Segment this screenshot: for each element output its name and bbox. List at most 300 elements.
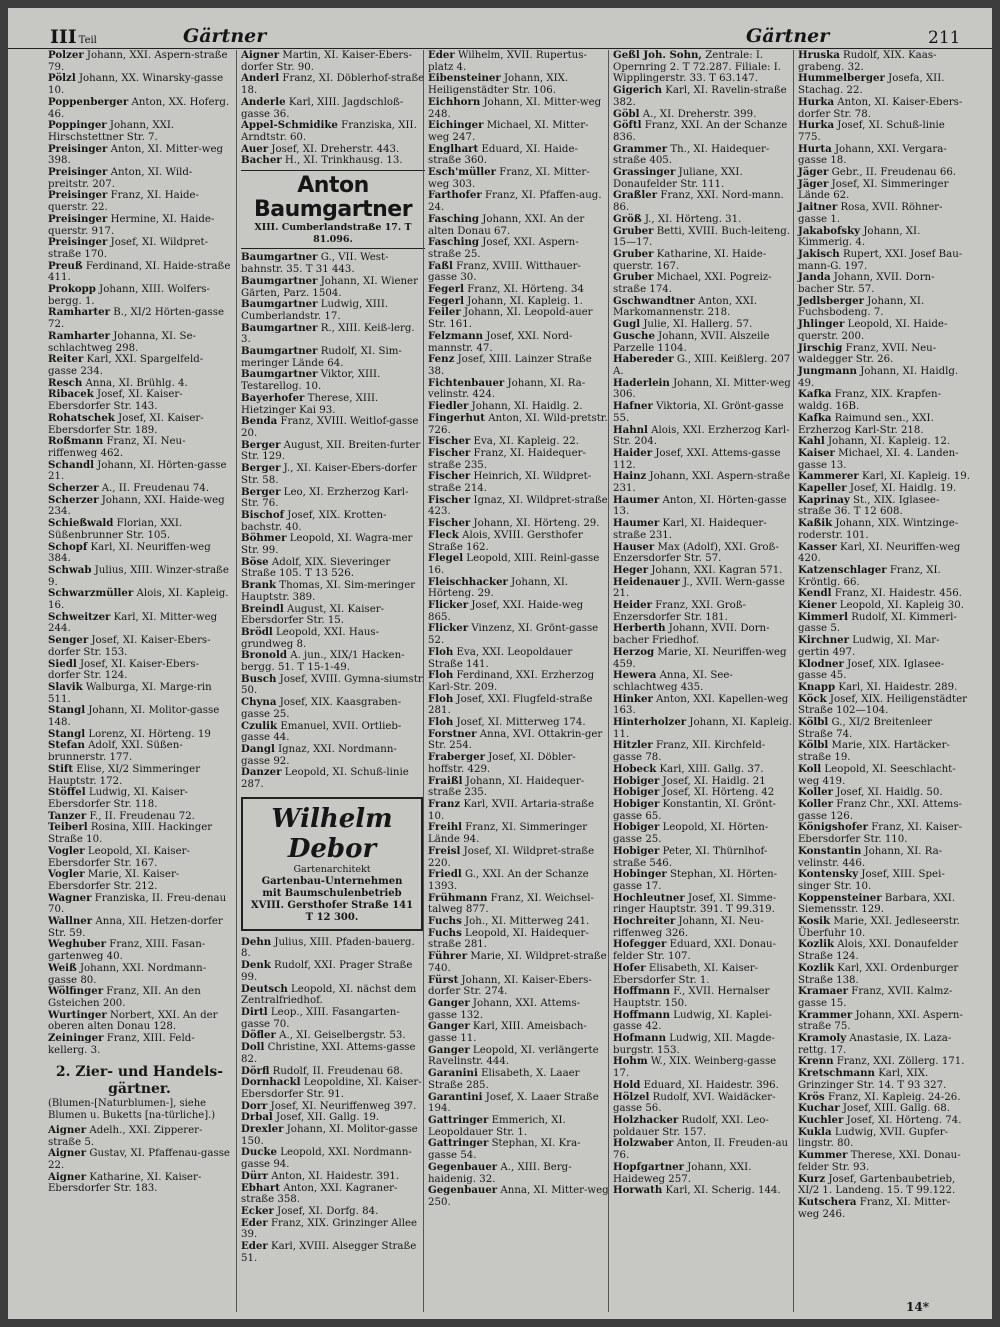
- directory-entry: [798, 1033, 970, 1056]
- directory-entry: [48, 682, 231, 705]
- entry-surname: Danzer: [241, 766, 282, 779]
- directory-entry: [428, 1162, 609, 1185]
- directory-entry: [613, 694, 794, 717]
- entry-details: Anton, II. Freuden-au 76.: [613, 1138, 789, 1162]
- entry-surname: Jhlinger: [798, 318, 845, 331]
- entry-details: Elisabeth, XI. Kaiser-Ebersdorfer Str. 1.: [613, 962, 759, 986]
- entry-details: Johann, XI. Haidlg. 49.: [798, 365, 959, 389]
- entry-surname: Eder: [241, 1240, 268, 1253]
- entry-surname: Schießwald: [48, 517, 114, 530]
- entry-surname: Kurz: [798, 1172, 826, 1185]
- directory-entry: [48, 1172, 231, 1195]
- entry-details: Franz, XXI. An der Schanze 836.: [613, 120, 788, 143]
- entry-surname: Scherzer: [48, 493, 99, 506]
- directory-entry: [798, 893, 970, 916]
- entry-details: Franz, XVII. Neu-waldegger Str. 26.: [798, 342, 937, 366]
- entry-surname: Kutschera: [798, 1195, 857, 1208]
- entry-details: Elisabeth, X. Laaer Straße 285.: [428, 1068, 580, 1091]
- entry-surname: Krammer: [798, 1008, 853, 1021]
- entry-details: Ludwig, XVII. Gupfer-lingstr. 80.: [798, 1126, 949, 1150]
- directory-entry: [241, 50, 425, 73]
- directory-entry: [428, 776, 609, 799]
- directory-entry: [613, 272, 794, 295]
- entry-details: Johann, XI. Hörten-gasse 21.: [48, 459, 227, 483]
- directory-entry: [613, 120, 794, 143]
- entry-surname: Heger: [613, 563, 649, 576]
- entry-details: Leopold, XI. verlängerte Ravelinstr. 444.: [428, 1044, 599, 1068]
- directory-entry: [428, 1185, 609, 1208]
- entry-details: Karl, XXI. Ordenburger Straße 138.: [798, 962, 959, 986]
- page-number: 211: [928, 28, 961, 48]
- entry-surname: Franz: [428, 798, 461, 810]
- entry-details: Eduard, XI. Haide-straße 360.: [428, 143, 578, 167]
- entry-details: Barbara, XXI. Siemensstr. 129.: [798, 892, 956, 916]
- entry-surname: Kölbl: [798, 739, 829, 752]
- entry-surname: Anderle: [241, 95, 286, 108]
- entry-details: W., XIX. Weinberg-gasse 17.: [613, 1056, 777, 1080]
- directory-entry: [48, 50, 231, 73]
- entry-details: Josef, XI. Simmeringer Lände 62.: [798, 178, 949, 202]
- entry-details: H., XI. Trinkhausg. 13.: [281, 155, 403, 167]
- entry-surname: Floh: [428, 669, 454, 682]
- entry-surname: Kontensky: [798, 868, 859, 881]
- entry-details: Josef, XII. Gallg. 19.: [272, 1112, 380, 1124]
- entry-surname: Gugl: [613, 318, 641, 331]
- entry-details: Josef, XIX. Heiligenstädter Straße 102—104.: [798, 693, 967, 717]
- entry-details: Therese, XIII. Hietzinger Kai 93.: [241, 392, 379, 416]
- directory-entry: [613, 518, 794, 541]
- entry-details: Franz, XIII. Feld-kellerg. 3.: [48, 1033, 195, 1056]
- entry-surname: Forstner: [428, 727, 477, 740]
- entry-details: F., II. Freudenau 72.: [86, 810, 195, 822]
- entry-details: Josef, XI. Hörteng. 74.: [843, 1114, 962, 1126]
- entry-surname: Preisinger: [48, 212, 108, 225]
- entry-details: Josef, Gartenbaubetrieb, XI/2 1. Landeng. 15. T 99.122.: [798, 1173, 956, 1197]
- directory-entry: [428, 670, 609, 693]
- entry-details: Thomas, XI. Sim-meringer Hauptstr. 389.: [241, 580, 416, 603]
- directory-entry: [428, 553, 609, 576]
- directory-entry: [798, 518, 970, 541]
- directory-entry: [798, 1174, 970, 1197]
- entry-surname: Kirchner: [798, 634, 849, 647]
- entry-surname: Gruber: [613, 271, 654, 284]
- entry-details: Franz, XI. Haide-querstr. 22.: [48, 190, 199, 214]
- directory-entry: [48, 740, 231, 763]
- entry-details: Viktoria, XI. Grönt-gasse 55.: [613, 401, 784, 424]
- entry-details: Franz, XIII. Fasan-gartenweg 40.: [48, 939, 206, 963]
- entry-details: Karl, XI. Neuriffen-weg 384.: [48, 541, 211, 565]
- directory-entry: [613, 50, 794, 85]
- column-5: [793, 50, 970, 1312]
- directory-entry: [613, 331, 794, 354]
- entry-surname: Stangl: [48, 704, 86, 717]
- entry-surname: Fingerhut: [428, 411, 486, 424]
- directory-entry: [613, 167, 794, 190]
- entry-details: Josef, XI. Wildpret-straße 170.: [48, 237, 209, 260]
- entry-details: Anton, XXI. Markomannenstr. 218.: [613, 295, 758, 319]
- entry-surname: Preisinger: [48, 236, 108, 249]
- entry-details: Johann, XXI. Haideweg 257.: [613, 1161, 752, 1185]
- directory-entry: [798, 272, 970, 295]
- entry-details: Anton, XX. Hoferg. 46.: [48, 96, 230, 120]
- directory-entry: [798, 50, 970, 73]
- entry-surname: Grassinger: [613, 166, 676, 179]
- entry-surname: Klodner: [798, 657, 844, 670]
- entry-details: Vinzenz, XI. Grönt-gasse 52.: [428, 623, 599, 647]
- directory-entry: [241, 767, 425, 790]
- entry-surname: Freihl: [428, 821, 463, 834]
- entry-surname: Schandl: [48, 458, 94, 471]
- entry-details: Elise, XI/2 Simmeringer Hauptstr. 172.: [48, 763, 201, 787]
- entry-details: Ignaz, XI. Wildpret-straße 423.: [428, 494, 608, 518]
- directory-entry: [798, 939, 970, 962]
- entry-surname: Hainz: [613, 470, 647, 483]
- entry-surname: Felzmann: [428, 329, 484, 342]
- entry-details: Franz, XIX. Grinzinger Allee 39.: [241, 1217, 418, 1241]
- entry-surname: Gusche: [613, 329, 655, 342]
- entry-details: Norbert, XXI. An der oberen alten Donau 128.: [48, 1009, 218, 1033]
- directory-entry: [613, 1185, 794, 1197]
- entry-details: Johanna, XI. Se-schlachtweg 298.: [48, 330, 196, 354]
- entry-details: Rudolf, XXI. Leo-poldauer Str. 157.: [613, 1114, 769, 1138]
- entry-surname: Aigner: [241, 50, 280, 61]
- entry-surname: Schopf: [48, 540, 88, 553]
- entry-surname: Hurka: [798, 119, 835, 132]
- directory-entry: [48, 705, 231, 728]
- entry-surname: Floh: [428, 716, 454, 729]
- entry-surname: Ebhart: [241, 1181, 280, 1194]
- directory-entry: [428, 869, 609, 892]
- entry-details: Johann, XI. Neu-riffenweg 326.: [613, 916, 764, 939]
- entry-surname: Dehn: [241, 935, 272, 948]
- directory-entry: [798, 565, 970, 588]
- directory-entry: [613, 425, 794, 448]
- directory-entry: [798, 694, 970, 717]
- entry-details: Franz, XI. Kaiser-Ebersdorfer Str. 110.: [798, 822, 962, 846]
- entry-details: Rudolf, XXI. Prager Straße 99.: [241, 960, 413, 983]
- entry-details: Franz, XI. Hörteng. 34: [464, 284, 584, 296]
- entry-surname: Dangl: [241, 742, 275, 755]
- directory-entry: [48, 144, 231, 167]
- entry-surname: Aigner: [48, 1147, 87, 1160]
- entry-surname: Jäger: [798, 166, 829, 179]
- entry-details: Rosa, XVII. Röhner-gasse 1.: [798, 202, 943, 225]
- entry-surname: Frühmann: [428, 891, 488, 904]
- entry-details: Franz, XVIII. Witthauer-gasse 30.: [428, 260, 581, 284]
- entry-surname: Garantini: [428, 1090, 483, 1103]
- entry-details: Emmerich, XI. Leopoldauer Str. 1.: [428, 1114, 566, 1138]
- entry-details: Josef, XI. Kaiser-Ebersdorfer Str. 143.: [48, 389, 183, 413]
- entry-surname: Ganger: [428, 996, 470, 1009]
- entry-details: Raimund sen., XXI. Erzherzog Karl-Str. 218.: [798, 412, 934, 436]
- entry-surname: Kaprinay: [798, 493, 850, 506]
- entry-surname: Stöffel: [48, 786, 86, 799]
- entry-details: Ferdinand, XXI. Erzherzog Karl-Str. 209.: [428, 670, 595, 693]
- entry-details: B., XI/2 Hörten-gasse 72.: [48, 307, 224, 331]
- entry-surname: Dirtl: [241, 1006, 268, 1018]
- entry-surname: Scherzer: [48, 482, 99, 495]
- entry-surname: Esch'müller: [428, 166, 497, 179]
- directory-entry: [48, 612, 231, 635]
- entry-surname: Hohm: [613, 1055, 648, 1068]
- entry-details: Franz, XI. Haidestr. 456.: [831, 588, 962, 600]
- directory-entry: [613, 916, 794, 939]
- entry-surname: Fasching: [428, 236, 480, 249]
- entry-surname: Geßl Joh. Sohn,: [613, 50, 702, 61]
- directory-entry: [241, 487, 425, 510]
- entry-surname: Jäger: [798, 177, 829, 190]
- entry-surname: Bischof: [241, 508, 285, 521]
- entry-details: Johann, XI. Leopold-auer Str. 161.: [428, 307, 593, 331]
- entry-details: Johann, XI. Haidequer-straße 235.: [428, 775, 585, 799]
- entry-surname: Hurka: [798, 95, 835, 108]
- entry-surname: Faßl: [428, 259, 453, 272]
- entry-details: G., VII. West-bahnstr. 35. T 31 443.: [241, 252, 389, 276]
- directory-entry: [798, 1197, 970, 1220]
- directory-entry: [428, 448, 609, 471]
- entry-details: Leopold, XIII. Reinl-gasse 16.: [428, 553, 600, 576]
- directory-entry: [241, 323, 425, 346]
- entry-surname: Katzenschlager: [798, 563, 887, 576]
- entry-surname: Baumgartner: [241, 368, 318, 381]
- entry-details: Stephan, XI. Kra-gasse 54.: [428, 1138, 581, 1162]
- directory-entry: [48, 986, 231, 1009]
- entry-surname: Preisinger: [48, 189, 108, 202]
- entry-surname: Zeininger: [48, 1032, 104, 1045]
- entry-surname: Berger: [241, 462, 281, 475]
- directory-entry: [613, 296, 794, 319]
- directory-entry: [613, 471, 794, 494]
- directory-entry: [613, 893, 794, 916]
- entry-surname: Baumgartner: [241, 251, 318, 264]
- entry-details: Marie, XI. Neuriffen-weg 459.: [613, 646, 787, 670]
- entry-details: Karl, XIII. Ameisbach-gasse 11.: [428, 1021, 587, 1045]
- entry-details: Karl, XI. Ravelin-straße 382.: [613, 85, 787, 108]
- directory-entry: [428, 378, 609, 401]
- entry-details: Leopold, XI. nächst dem Zentralfriedhof.: [241, 983, 417, 1007]
- entry-surname: Jakisch: [798, 247, 840, 260]
- entry-surname: Hinker: [613, 692, 653, 705]
- directory-entry: [798, 799, 970, 822]
- entry-details: Josef, XI. Kaiser-Ebers-dorfer Str. 153.: [48, 635, 211, 658]
- entry-details: Franz, XI. Mitter-weg 303.: [428, 167, 590, 190]
- directory-entry: [241, 440, 425, 463]
- entry-surname: Flicker: [428, 599, 469, 612]
- entry-surname: Schweitzer: [48, 610, 111, 623]
- directory-entry: [241, 510, 425, 533]
- entry-details: Johann, XI. Kaiser-Ebers-dorfer Str. 274.: [428, 974, 592, 998]
- part-label: III Teil: [50, 26, 97, 48]
- directory-entry: [428, 495, 609, 518]
- directory-entry: [798, 97, 970, 120]
- entry-surname: Bronold: [241, 649, 287, 662]
- entry-surname: Holzhacker: [613, 1113, 679, 1126]
- directory-page: [8, 8, 992, 1319]
- ad-title: Anton Baumgartner: [253, 173, 413, 223]
- entry-surname: Herzog: [613, 645, 655, 658]
- entry-surname: Döfler: [241, 1029, 276, 1042]
- entry-details: Josef, XIII. Spei-singer Str. 10.: [798, 869, 945, 892]
- entry-surname: Polzer: [48, 50, 84, 61]
- directory-entry: [428, 144, 609, 167]
- directory-entry: [613, 799, 794, 822]
- entry-details: Franz, XI. Haidequer-straße 235.: [428, 447, 586, 471]
- entry-details: Peter, XI. Thürnlhof-straße 546.: [613, 845, 768, 869]
- directory-entry: [428, 1138, 609, 1161]
- directory-entry: [613, 249, 794, 272]
- directory-entry: [428, 167, 609, 190]
- directory-entry: [48, 588, 231, 611]
- entry-details: Johann, XXI. Nordmann-gasse 80.: [48, 962, 207, 986]
- entry-surname: Heidenauer: [613, 575, 680, 588]
- directory-entry: [241, 416, 425, 439]
- entry-surname: Stangl: [48, 727, 86, 740]
- directory-entry: [241, 604, 425, 627]
- entry-surname: Kummer: [798, 1149, 848, 1162]
- directory-entry: [241, 937, 425, 960]
- entry-surname: Krös: [798, 1090, 825, 1103]
- entry-surname: Eder: [428, 50, 455, 61]
- entry-surname: Busch: [241, 672, 277, 685]
- entry-surname: Hochleutner: [613, 891, 685, 904]
- entry-surname: Rohatschek: [48, 411, 115, 424]
- entry-surname: Hruska: [798, 50, 840, 61]
- entry-details: Leopold, XXI. Haus-grundweg 8.: [241, 626, 380, 650]
- entry-details: Karl, XIII. Jagdschloß-gasse 36.: [241, 96, 404, 120]
- directory-entry: [798, 179, 970, 202]
- entry-surname: Garanini: [428, 1067, 478, 1080]
- directory-entry: [613, 846, 794, 869]
- entry-details: Rosina, XIII. Hackinger Straße 10.: [48, 822, 213, 846]
- entry-details: Julius, XIII. Pfaden-bauerg. 8.: [241, 936, 415, 960]
- entry-surname: Jungmann: [798, 364, 857, 377]
- directory-entry: [428, 799, 609, 822]
- directory-entry: [428, 893, 609, 916]
- directory-entry: [798, 495, 970, 518]
- directory-entry: [48, 389, 231, 412]
- entry-surname: Pölzl: [48, 72, 76, 85]
- entry-details: Anastasie, IX. Laza-rettg. 17.: [798, 1033, 952, 1056]
- entry-details: Lorenz, XI. Hörteng. 19: [85, 728, 211, 740]
- entry-surname: Appel-Schmidike: [241, 119, 338, 132]
- directory-entry: [48, 190, 231, 213]
- entry-details: Anna, XI. Mitter-weg 250.: [428, 1185, 609, 1208]
- entry-details: Rudolf, XIX. Kaas-grabeng. 32.: [798, 50, 937, 73]
- entry-surname: Göftl: [613, 119, 642, 132]
- entry-details: Joh., XI. Mitterweg 241.: [461, 916, 590, 928]
- entry-details: A., II. Freudenau 74.: [98, 483, 210, 495]
- entry-surname: Hölzel: [613, 1090, 650, 1103]
- entry-surname: Kukla: [798, 1125, 832, 1138]
- entry-surname: Vogler: [48, 844, 85, 857]
- directory-entry: [798, 986, 970, 1009]
- entry-surname: Fegerl: [428, 283, 464, 296]
- directory-entry: [613, 378, 794, 401]
- directory-entry: [48, 1148, 231, 1171]
- directory-entry: [48, 518, 231, 541]
- directory-entry: [613, 963, 794, 986]
- entry-surname: Graßler: [613, 189, 658, 202]
- entry-surname: Jakabofsky: [798, 224, 861, 237]
- directory-entry: [798, 120, 970, 143]
- entry-details: Anton, XI. Wild-pretstr. 726.: [428, 412, 608, 436]
- entry-details: Karl, XVII. Artaria-straße 10.: [428, 799, 595, 822]
- entry-surname: Kaßik: [798, 517, 833, 530]
- directory-entry: [613, 939, 794, 962]
- entry-surname: Kaiser: [798, 446, 835, 459]
- entry-details: Johann, XVII. Dorn-bacher Friedhof.: [613, 623, 770, 647]
- directory-entry: [798, 249, 970, 272]
- ad-line: T 12 300.: [305, 911, 359, 923]
- entry-details: A., XI. Dreherstr. 399.: [639, 108, 757, 120]
- entry-details: Johann, XI. Mitter-weg 248.: [428, 96, 602, 120]
- directory-entry: [428, 97, 609, 120]
- entry-surname: Baumgartner: [241, 298, 318, 311]
- entry-details: Franz, XVIII. Weitlof-gasse 20.: [241, 416, 419, 439]
- directory-entry: [241, 276, 425, 299]
- entry-details: Wilhelm, XVII. Rupertus-platz 4.: [428, 50, 587, 73]
- entry-details: Franz, XI. Kröntlg. 66.: [798, 564, 941, 588]
- entry-details: J., XI. Kaiser-Ebers-dorfer Str. 58.: [241, 463, 417, 486]
- entry-surname: Kölbl: [798, 716, 829, 729]
- directory-entry: [241, 252, 425, 275]
- entry-surname: Königshofer: [798, 821, 868, 834]
- entry-surname: Fischer: [428, 435, 471, 448]
- entry-surname: Fischer: [428, 517, 471, 530]
- directory-entry: [241, 627, 425, 650]
- directory-entry: [798, 1127, 970, 1150]
- directory-entry: [613, 822, 794, 845]
- entry-surname: Fürst: [428, 973, 459, 986]
- entry-details: Alois, XXI. Donaufelder Straße 124.: [798, 939, 958, 963]
- directory-entry: [428, 928, 609, 951]
- entry-surname: Hofmann: [613, 1032, 666, 1045]
- entry-details: Florian, XXI. Süßenbrunner Str. 105.: [48, 518, 183, 541]
- directory-entry: [48, 354, 231, 377]
- entry-details: Franz, XI. Mitter-weg 246.: [798, 1196, 951, 1220]
- entry-details: Franz, XVII. Kalmz-gasse 15.: [798, 986, 953, 1009]
- directory-entry: [798, 916, 970, 939]
- entry-details: Josef, XXI. Nord-mannstr. 47.: [428, 330, 573, 354]
- entry-details: Karl, XI. Scherig. 144.: [662, 1185, 781, 1197]
- directory-entry: [613, 448, 794, 471]
- entry-surname: Ramharter: [48, 306, 111, 319]
- directory-entry: [48, 869, 231, 892]
- entry-surname: Fleischhacker: [428, 575, 508, 588]
- entry-surname: Koppensteiner: [798, 891, 882, 904]
- entry-surname: Teiberl: [48, 821, 88, 834]
- entry-details: Anna, XI. See-schlachtweg 435.: [613, 670, 733, 693]
- entry-details: Juliane, XXI. Donaufelder Str. 111.: [613, 167, 743, 190]
- entry-surname: Fichtenbauer: [428, 376, 505, 389]
- entry-details: A., XI. Geiselbergstr. 53.: [275, 1030, 406, 1042]
- directory-entry: [613, 1138, 794, 1161]
- entry-surname: Roßmann: [48, 435, 104, 448]
- entry-details: A. jun., XIX/1 Hacken-bergg. 51. T 15-1-49.: [241, 650, 405, 674]
- ad-line: Gartenbau-Unternehmen: [261, 875, 403, 887]
- directory-entry: [613, 986, 794, 1009]
- entry-surname: Denk: [241, 959, 271, 972]
- entry-surname: Wölfinger: [48, 985, 104, 998]
- entry-surname: Haider: [613, 446, 653, 459]
- entry-details: Josef, XIX. Krotten-bachstr. 40.: [241, 509, 387, 533]
- entry-surname: Ecker: [241, 1204, 274, 1217]
- entry-surname: Knapp: [798, 680, 836, 693]
- entry-details: Josef, XI. Döbler-hoffstr. 429.: [428, 752, 576, 775]
- entry-surname: Ganger: [428, 1020, 470, 1033]
- directory-entry: [428, 354, 609, 377]
- directory-entry: [613, 670, 794, 693]
